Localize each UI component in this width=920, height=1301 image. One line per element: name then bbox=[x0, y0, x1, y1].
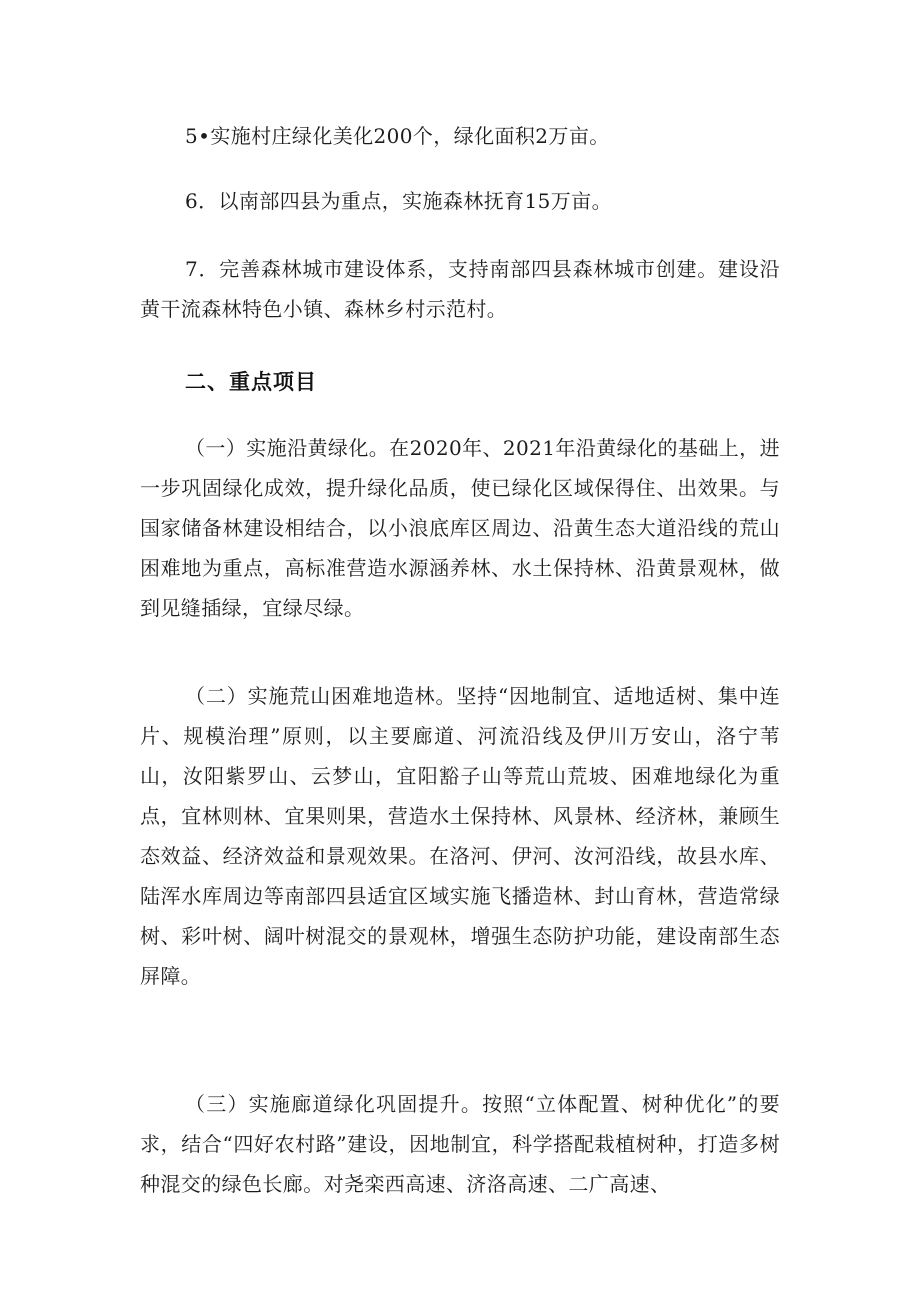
list-item-7: 7．完善森林城市建设体系，支持南部四县森林城市创建。建设沿黄干流森林特色小镇、森林乡村示范村。 bbox=[140, 257, 780, 321]
list-item-6: 6．以南部四县为重点，实施森林抚育15万亩。 bbox=[185, 189, 612, 213]
paragraph-2: （二）实施荒山困难地造林。坚持“因地制宜、适地适树、集中连片、规模治理”原则，以主要廊道、河流沿线及伊川万安山，洛宁苇山，汝阳紫罗山、云梦山，宜阳豁子山等荒山荒坡、困难地绿化为重点，宜林则林、宜果则果，营造水土保持林、风景林、经济林，兼顾生态效益、经济效益和景观效果。在洛河、伊河、汝河沿线，故县水库、陆浑水库周边等南部四县适宜区域实施飞播造林、封山育林，营造常绿树、彩叶树、阔叶树混交的景观林，增强生态防护功能，建设南部生态屏障。 bbox=[140, 684, 780, 988]
paragraph-1: （一）实施沿黄绿化。在2020年、2021年沿黄绿化的基础上，进一步巩固绿化成效，提升绿化品质，使已绿化区域保得住、出效果。与国家储备林建设相结合，以小浪底库区周边、沿黄生态大道沿线的荒山困难地为重点，高标准营造水源涵养林、水土保持林、沿黄景观林，做到见缝插绿，宜绿尽绿。 bbox=[140, 436, 780, 620]
list-item-5: 5•实施村庄绿化美化200个，绿化面积2万亩。 bbox=[185, 124, 610, 148]
paragraph-3: （三）实施廊道绿化巩固提升。按照“立体配置、树种优化”的要求，结合“四好农村路”建设，因地制宜，科学搭配栽植树种，打造多树种混交的绿色长廊。对尧栾西高速、济洛高速、二广高速、 bbox=[140, 1092, 780, 1196]
section-heading: 二、重点项目 bbox=[185, 370, 317, 394]
